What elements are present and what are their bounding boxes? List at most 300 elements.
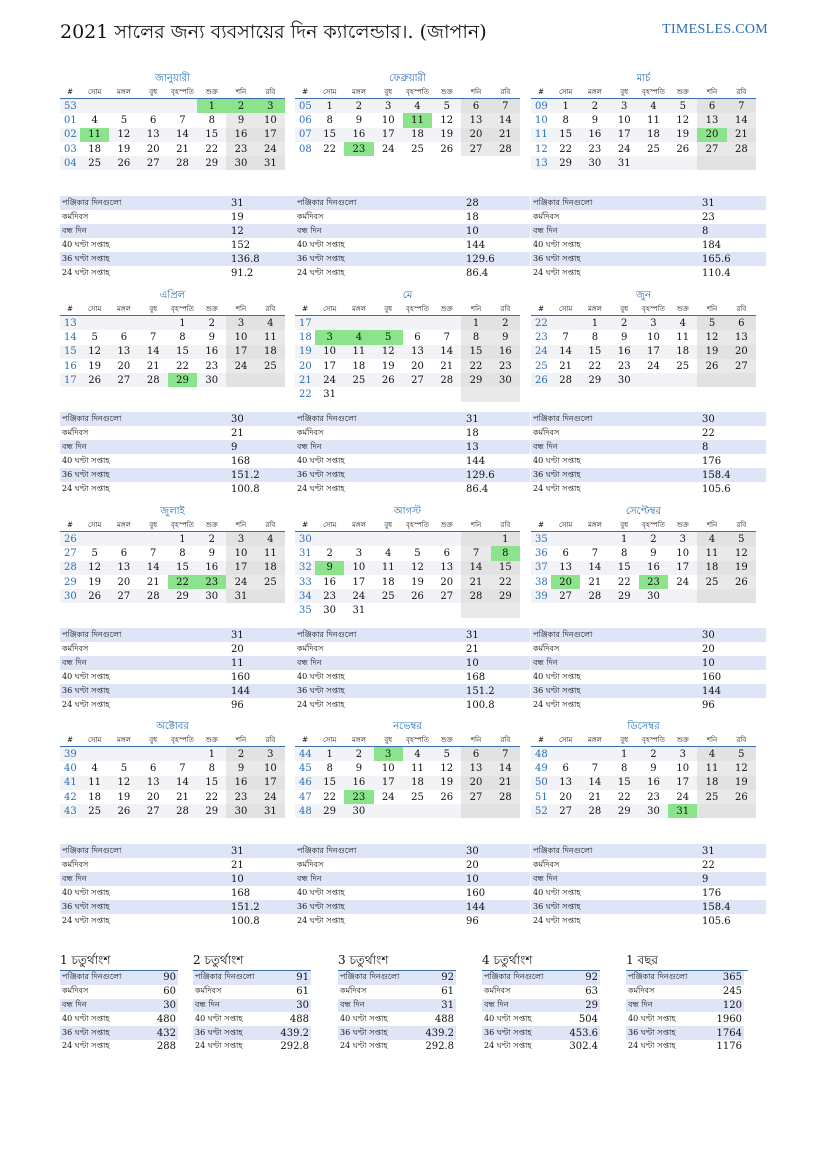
day-cell[interactable]: 16 [639,561,668,575]
day-cell[interactable]: 4 [256,532,285,547]
day-cell[interactable]: 17 [352,576,366,588]
day-cell[interactable]: 9 [650,547,657,559]
day-cell[interactable]: 1 [610,532,639,547]
day-cell[interactable]: 15 [197,128,226,142]
day-cell[interactable]: 7 [443,331,450,343]
day-cell[interactable]: 29 [315,804,344,818]
day-cell[interactable]: 3 [668,532,697,547]
day-cell[interactable]: 11 [697,546,726,560]
day-cell[interactable]: 14 [580,561,609,575]
day-cell[interactable]: 28 [168,804,197,818]
day-cell[interactable]: 19 [411,576,424,588]
day-cell[interactable]: 7 [591,762,599,774]
day-cell[interactable]: 16 [197,561,226,575]
day-cell[interactable]: 12 [403,561,432,575]
day-cell[interactable]: 29 [580,373,609,387]
day-cell[interactable]: 12 [80,345,109,359]
day-cell[interactable]: 13 [109,561,138,575]
day-cell[interactable]: 11 [344,345,373,359]
day-cell[interactable]: 8 [208,762,215,774]
day-cell[interactable]: 1 [197,747,226,762]
day-cell[interactable]: 2 [326,547,333,559]
day-cell[interactable]: 1 [551,99,580,114]
day-cell[interactable]: 10 [256,113,285,127]
day-cell[interactable]: 12 [440,114,454,126]
day-cell[interactable]: 19 [432,776,461,790]
day-cell[interactable]: 20 [697,128,726,142]
day-cell[interactable]: 19 [668,128,697,142]
day-cell[interactable]: 17 [668,776,697,790]
day-cell[interactable]: 2 [344,99,373,114]
day-cell[interactable]: 2 [491,316,520,331]
day-cell[interactable]: 27 [461,790,490,804]
day-cell[interactable]: 14 [551,345,580,359]
day-cell[interactable]: 29 [610,804,639,818]
day-cell[interactable]: 17 [374,776,403,790]
day-cell[interactable]: 2 [226,747,255,762]
day-cell[interactable]: 26 [697,359,726,373]
day-cell[interactable]: 16 [580,128,609,142]
day-cell[interactable]: 30 [226,156,255,170]
day-cell[interactable]: 14 [139,561,168,575]
day-cell[interactable]: 25 [676,360,690,372]
day-cell[interactable]: 15 [580,345,609,359]
day-cell[interactable]: 20 [146,791,160,803]
day-cell[interactable]: 15 [197,776,226,790]
day-cell[interactable]: 11 [80,128,109,142]
day-cell[interactable]: 26 [727,575,756,589]
day-cell[interactable]: 28 [432,373,461,387]
day-cell[interactable]: 18 [88,143,101,155]
day-cell[interactable]: 31 [226,589,255,603]
day-cell[interactable]: 30 [580,156,609,170]
month-name[interactable]: ফেব্রুয়ারী [389,73,426,84]
day-cell[interactable]: 29 [197,804,226,818]
day-cell[interactable]: 17 [256,128,285,142]
day-cell[interactable]: 5 [727,532,756,547]
day-cell[interactable]: 12 [109,128,138,142]
day-cell[interactable]: 20 [559,791,572,803]
day-cell[interactable]: 28 [580,804,609,818]
day-cell[interactable]: 24 [381,143,395,155]
day-cell[interactable]: 10 [647,331,660,343]
day-cell[interactable]: 27 [109,373,138,387]
day-cell[interactable]: 15 [315,128,344,142]
month-name[interactable]: নভেম্বর [393,721,422,732]
day-cell[interactable]: 7 [150,331,157,343]
day-cell[interactable]: 30 [610,373,639,387]
day-cell[interactable]: 4 [639,99,668,114]
day-cell[interactable]: 21 [146,360,160,372]
day-cell[interactable]: 4 [668,316,697,331]
day-cell[interactable]: 14 [491,761,520,775]
day-cell[interactable]: 11 [374,561,403,575]
day-cell[interactable]: 10 [617,114,631,126]
day-cell[interactable]: 6 [150,114,157,126]
day-cell[interactable]: 10 [226,330,255,344]
day-cell[interactable]: 1 [315,747,344,762]
day-cell[interactable]: 13 [697,113,726,127]
day-cell[interactable]: 22 [205,143,219,155]
day-cell[interactable]: 26 [727,790,756,804]
day-cell[interactable]: 16 [226,776,255,790]
day-cell[interactable]: 15 [491,561,520,575]
day-cell[interactable]: 24 [344,589,373,603]
day-cell[interactable]: 28 [168,156,197,170]
day-cell[interactable]: 22 [323,143,336,155]
day-cell[interactable]: 21 [491,128,520,142]
day-cell[interactable]: 13 [551,561,580,575]
day-cell[interactable]: 8 [461,330,490,344]
day-cell[interactable]: 31 [610,156,639,170]
day-cell[interactable]: 28 [139,373,168,387]
day-cell[interactable]: 10 [315,345,344,359]
day-cell[interactable]: 18 [697,776,726,790]
day-cell[interactable]: 7 [150,547,157,559]
day-cell[interactable]: 4 [91,114,98,126]
day-cell[interactable]: 9 [591,114,599,126]
day-cell[interactable]: 1 [610,747,639,762]
day-cell[interactable]: 8 [179,547,186,559]
day-cell[interactable]: 8 [326,762,333,774]
day-cell[interactable]: 19 [88,360,101,372]
day-cell[interactable]: 26 [403,589,432,603]
day-cell[interactable]: 24 [226,359,255,373]
day-cell[interactable]: 5 [91,331,98,343]
day-cell[interactable]: 12 [727,546,756,560]
day-cell[interactable]: 1 [491,532,520,547]
day-cell[interactable]: 16 [639,776,668,790]
day-cell[interactable]: 5 [727,747,756,762]
day-cell[interactable]: 29 [197,156,226,170]
day-cell[interactable]: 5 [432,747,461,762]
day-cell[interactable]: 13 [727,330,756,344]
day-cell[interactable]: 27 [432,589,461,603]
day-cell[interactable]: 22 [205,791,219,803]
day-cell[interactable]: 10 [676,762,690,774]
day-cell[interactable]: 30 [197,373,226,387]
day-cell[interactable]: 2 [344,747,373,762]
day-cell[interactable]: 11 [256,330,285,344]
day-cell[interactable]: 5 [668,99,697,114]
day-cell[interactable]: 23 [617,360,631,372]
day-cell[interactable]: 5 [697,316,726,331]
day-cell[interactable]: 18 [403,128,432,142]
day-cell[interactable]: 29 [551,156,580,170]
day-cell[interactable]: 12 [374,345,403,359]
day-cell[interactable]: 15 [610,561,639,575]
day-cell[interactable]: 31 [256,156,285,170]
day-cell[interactable]: 31 [352,605,366,617]
month-name[interactable]: মে [402,290,413,301]
day-cell[interactable]: 27 [727,359,756,373]
day-cell[interactable]: 14 [168,776,197,790]
day-cell[interactable]: 12 [697,330,726,344]
day-cell[interactable]: 20 [117,360,131,372]
day-cell[interactable]: 9 [208,547,215,559]
day-cell[interactable]: 7 [727,99,756,114]
day-cell[interactable]: 29 [168,589,197,603]
day-cell[interactable]: 2 [639,747,668,762]
day-cell[interactable]: 26 [109,156,138,170]
day-cell[interactable]: 20 [461,128,490,142]
day-cell[interactable]: 9 [650,762,657,774]
day-cell[interactable]: 20 [117,576,131,588]
day-cell[interactable]: 19 [117,143,131,155]
day-cell[interactable]: 9 [226,113,255,127]
day-cell[interactable]: 3 [610,99,639,114]
day-cell[interactable]: 16 [226,128,255,142]
day-cell[interactable]: 26 [109,804,138,818]
day-cell[interactable]: 5 [432,99,461,114]
day-cell[interactable]: 23 [639,575,668,589]
day-cell[interactable]: 21 [176,143,189,155]
day-cell[interactable]: 25 [411,143,424,155]
day-cell[interactable]: 27 [403,373,432,387]
day-cell[interactable]: 8 [179,331,186,343]
day-cell[interactable]: 10 [381,114,395,126]
day-cell[interactable]: 5 [91,547,98,559]
day-cell[interactable]: 3 [226,532,255,547]
day-cell[interactable]: 26 [676,143,690,155]
day-cell[interactable]: 15 [461,345,490,359]
day-cell[interactable]: 18 [639,128,668,142]
day-cell[interactable]: 25 [411,791,424,803]
month-name[interactable]: জুলাই [160,506,185,517]
day-cell[interactable]: 30 [323,605,336,617]
day-cell[interactable]: 26 [374,373,403,387]
day-cell[interactable]: 8 [208,114,215,126]
day-cell[interactable]: 8 [621,547,628,559]
day-cell[interactable]: 26 [440,143,454,155]
day-cell[interactable]: 8 [491,546,520,560]
day-cell[interactable]: 2 [197,532,226,547]
day-cell[interactable]: 16 [344,128,373,142]
day-cell[interactable]: 7 [591,547,599,559]
day-cell[interactable]: 18 [88,791,101,803]
day-cell[interactable]: 10 [344,561,373,575]
day-cell[interactable]: 13 [139,128,168,142]
day-cell[interactable]: 1 [315,99,344,114]
day-cell[interactable]: 23 [344,142,373,156]
month-name[interactable]: জানুয়ারী [155,73,190,84]
day-cell[interactable]: 29 [168,373,197,387]
day-cell[interactable]: 24 [381,791,395,803]
day-cell[interactable]: 12 [727,761,756,775]
day-cell[interactable]: 22 [323,791,336,803]
day-cell[interactable]: 25 [344,373,373,387]
day-cell[interactable]: 13 [109,345,138,359]
day-cell[interactable]: 7 [562,331,569,343]
day-cell[interactable]: 16 [323,576,336,588]
month-name[interactable]: সেপ্টেম্বর [625,506,662,517]
day-cell[interactable]: 20 [440,576,454,588]
day-cell[interactable]: 23 [226,142,255,156]
day-cell[interactable]: 23 [315,589,344,603]
day-cell[interactable]: 22 [617,791,631,803]
day-cell[interactable]: 9 [208,331,215,343]
day-cell[interactable]: 4 [344,330,373,344]
day-cell[interactable]: 3 [374,99,403,114]
day-cell[interactable]: 21 [491,776,520,790]
day-cell[interactable]: 27 [139,804,168,818]
day-cell[interactable]: 9 [491,330,520,344]
day-cell[interactable]: 26 [80,373,109,387]
day-cell[interactable]: 8 [591,331,599,343]
day-cell[interactable]: 14 [491,113,520,127]
day-cell[interactable]: 2 [610,316,639,331]
day-cell[interactable]: 25 [697,575,726,589]
day-cell[interactable]: 21 [727,128,756,142]
day-cell[interactable]: 10 [226,546,255,560]
day-cell[interactable]: 19 [381,360,395,372]
day-cell[interactable]: 1 [168,532,197,547]
day-cell[interactable]: 20 [551,575,580,589]
day-cell[interactable]: 23 [197,575,226,589]
day-cell[interactable]: 6 [727,316,756,331]
day-cell[interactable]: 27 [551,589,580,603]
day-cell[interactable]: 22 [588,360,602,372]
day-cell[interactable]: 11 [411,762,424,774]
day-cell[interactable]: 15 [610,776,639,790]
day-cell[interactable]: 4 [256,316,285,331]
day-cell[interactable]: 24 [256,142,285,156]
day-cell[interactable]: 18 [403,776,432,790]
day-cell[interactable]: 28 [551,373,580,387]
day-cell[interactable]: 11 [676,331,690,343]
day-cell[interactable]: 6 [562,762,569,774]
day-cell[interactable]: 17 [256,776,285,790]
day-cell[interactable]: 3 [315,330,344,344]
day-cell[interactable]: 17 [226,561,255,575]
month-name[interactable]: অক্টোবর [156,721,189,732]
day-cell[interactable]: 30 [491,373,520,387]
day-cell[interactable]: 28 [491,790,520,804]
day-cell[interactable]: 19 [727,561,756,575]
brand-logo[interactable]: TIMESLES.COM [662,22,768,37]
day-cell[interactable]: 10 [381,762,395,774]
day-cell[interactable]: 31 [668,804,697,818]
day-cell[interactable]: 20 [727,345,756,359]
day-cell[interactable]: 7 [461,546,490,560]
day-cell[interactable]: 24 [315,373,344,387]
day-cell[interactable]: 19 [727,776,756,790]
day-cell[interactable]: 2 [197,316,226,331]
day-cell[interactable]: 13 [139,776,168,790]
day-cell[interactable]: 18 [697,561,726,575]
day-cell[interactable]: 21 [588,791,602,803]
day-cell[interactable]: 3 [226,316,255,331]
day-cell[interactable]: 27 [109,589,138,603]
day-cell[interactable]: 6 [120,331,128,343]
day-cell[interactable]: 3 [374,747,403,762]
day-cell[interactable]: 28 [727,142,756,156]
day-cell[interactable]: 6 [461,99,490,114]
day-cell[interactable]: 9 [355,762,363,774]
day-cell[interactable]: 25 [80,156,109,170]
day-cell[interactable]: 27 [461,142,490,156]
day-cell[interactable]: 18 [352,360,366,372]
day-cell[interactable]: 22 [461,359,490,373]
day-cell[interactable]: 8 [562,114,569,126]
day-cell[interactable]: 6 [443,547,450,559]
day-cell[interactable]: 23 [205,360,219,372]
day-cell[interactable]: 18 [668,345,697,359]
day-cell[interactable]: 7 [491,99,520,114]
day-cell[interactable]: 13 [432,561,461,575]
day-cell[interactable]: 22 [176,360,189,372]
day-cell[interactable]: 11 [697,761,726,775]
day-cell[interactable]: 20 [411,360,424,372]
day-cell[interactable]: 9 [315,561,344,575]
day-cell[interactable]: 7 [179,762,186,774]
day-cell[interactable]: 18 [256,345,285,359]
day-cell[interactable]: 30 [344,804,373,818]
day-cell[interactable]: 14 [727,113,756,127]
day-cell[interactable]: 21 [588,576,602,588]
day-cell[interactable]: 25 [647,143,660,155]
day-cell[interactable]: 12 [676,114,690,126]
day-cell[interactable]: 5 [120,114,128,126]
day-cell[interactable]: 22 [491,575,520,589]
day-cell[interactable]: 14 [432,345,461,359]
day-cell[interactable]: 28 [461,589,490,603]
day-cell[interactable]: 23 [226,790,255,804]
day-cell[interactable]: 6 [120,547,128,559]
month-name[interactable]: এপ্রিল [159,290,186,301]
day-cell[interactable]: 13 [551,776,580,790]
month-name[interactable]: মার্চ [636,73,651,84]
day-cell[interactable]: 9 [355,114,363,126]
month-name[interactable]: জুন [636,290,651,301]
day-cell[interactable]: 7 [491,747,520,762]
day-cell[interactable]: 17 [226,345,255,359]
day-cell[interactable]: 6 [414,331,421,343]
day-cell[interactable]: 25 [697,790,726,804]
day-cell[interactable]: 28 [580,589,609,603]
day-cell[interactable]: 22 [168,575,197,589]
day-cell[interactable]: 28 [491,142,520,156]
day-cell[interactable]: 16 [197,345,226,359]
day-cell[interactable]: 1 [197,99,226,114]
day-cell[interactable]: 6 [150,762,157,774]
day-cell[interactable]: 17 [639,345,668,359]
day-cell[interactable]: 19 [432,128,461,142]
day-cell[interactable]: 4 [403,99,432,114]
day-cell[interactable]: 23 [344,790,373,804]
day-cell[interactable]: 24 [676,791,690,803]
day-cell[interactable]: 1 [580,316,609,331]
day-cell[interactable]: 25 [256,575,285,589]
day-cell[interactable]: 14 [139,345,168,359]
day-cell[interactable]: 21 [176,791,189,803]
day-cell[interactable]: 1 [168,316,197,331]
day-cell[interactable]: 1 [461,316,490,331]
day-cell[interactable]: 27 [139,156,168,170]
day-cell[interactable]: 4 [403,747,432,762]
day-cell[interactable]: 26 [440,791,454,803]
day-cell[interactable]: 18 [381,576,395,588]
day-cell[interactable]: 16 [344,776,373,790]
day-cell[interactable]: 3 [355,547,363,559]
day-cell[interactable]: 9 [226,761,255,775]
day-cell[interactable]: 4 [91,762,98,774]
day-cell[interactable]: 15 [168,561,197,575]
day-cell[interactable]: 17 [323,360,336,372]
day-cell[interactable]: 5 [414,547,421,559]
day-cell[interactable]: 25 [374,589,403,603]
day-cell[interactable]: 6 [562,547,569,559]
